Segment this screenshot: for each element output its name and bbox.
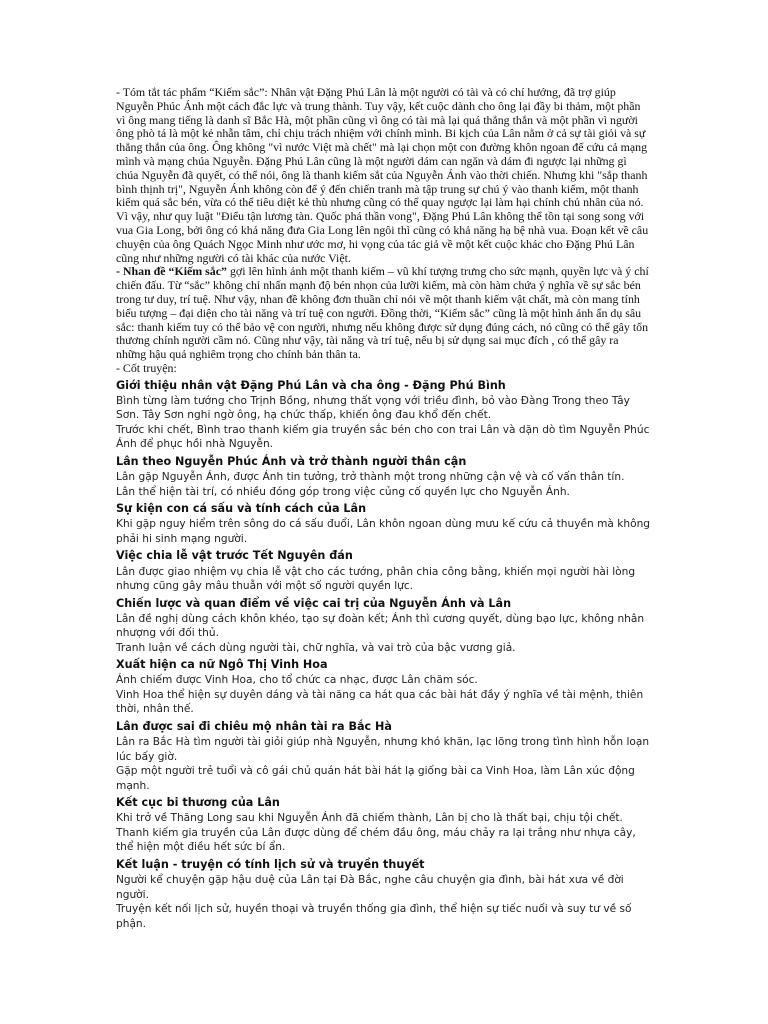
section-heading: Chiến lược và quan điểm về việc cai trị của Nguyễn Ánh và Lân bbox=[116, 596, 512, 610]
title-meaning-label: - Nhan đề “Kiếm sắc” bbox=[116, 264, 227, 279]
section bbox=[116, 858, 651, 931]
section bbox=[116, 455, 651, 499]
section-paragraph: Lân đề nghị dùng cách khôn khéo, tạo sự đoàn kết; Ánh thì cương quyết, dùng bạo lực, không nhân nhượng với đối thủ. bbox=[116, 612, 645, 640]
section-heading: Giới thiệu nhân vật Đặng Phú Lân và cha ông - Đặng Phú Bình bbox=[116, 378, 506, 392]
section-paragraph: Khi gặp nguy hiểm trên sông do cá sấu đuổi, Lân khôn ngoan dùng mưu kế cứu cả thuyền mà không phải hi sinh mạng người. bbox=[116, 518, 651, 545]
section-paragraph: Tranh luận về cách dùng người tài, chữ nghĩa, và vai trò của bậc vương giả. bbox=[116, 641, 516, 654]
plot-label: - Cốt truyện: bbox=[116, 360, 177, 375]
section-paragraph: Gặp một người trẻ tuổi và cô gái chủ quán hát bài hát lạ giống bài ca Vinh Hoa, làm Lân xúc động mạnh. bbox=[116, 765, 635, 792]
section-heading: Xuất hiện ca nữ Ngô Thị Vinh Hoa bbox=[116, 658, 328, 672]
section-paragraph: Trước khi chết, Bình trao thanh kiếm gia truyền sắc bén cho con trai Lân và dặn dò tìm Nguyễn Phúc Ánh để phục hồi nhà Nguyễn. bbox=[116, 423, 650, 451]
section-paragraph: Ánh chiếm được Vinh Hoa, cho tổ chức ca nhạc, được Lân chăm sóc. bbox=[116, 674, 478, 687]
section bbox=[116, 379, 651, 452]
title-meaning-text: gợi lên hình ảnh một thanh kiếm – vũ khí tượng trưng cho sức mạnh, quyền lực và ý chí chiến đấu. Từ “sắc” không chỉ nhấn mạnh độ bén nhọn của lưỡi kiếm, mà còn hàm chứa ý nghĩa về sự sắc bén trong tư duy, trí tuệ. Như vậy, nhan đề không đơn thuần chỉ nói về một thanh kiếm vật chất, mà còn mang tính biểu tượng – đại diện cho tài năng và trí tuệ con người. Đồng thời, “Kiếm sắc” cũng là một hình ảnh ẩn dụ sâu sắc: thanh kiếm tuy có thể bảo vệ con người, nhưng nếu không được sử dụng đúng cách, nó cũng có thể gây tổn thương chính người cầm nó. Cũng như vậy, tài năng và trí tuệ, nếu bị sử dụng sai mục đích , có thể gây ra những hậu quả nghiêm trọng cho chính bản thân ta. bbox=[116, 264, 649, 362]
section-heading: Lân được sai đi chiêu mộ nhân tài ra Bắc Hà bbox=[116, 719, 392, 733]
section-paragraph: Lân được giao nhiệm vụ chia lễ vật cho các tướng, phân chia công bằng, khiến mọi người hài lòng nhưng cũng gây mâu thuẫn với một số người quyền lực. bbox=[116, 565, 636, 593]
section-paragraph: Thanh kiếm gia truyền của Lân được dùng để chém đầu ông, máu chảy ra lại trắng như nhựa cây, thể hiện một điều hết sức bí ẩn. bbox=[116, 826, 636, 854]
section-paragraph: Truyện kết nối lịch sử, huyền thoại và truyền thống gia đình, thể hiện sự tiếc nuối và suy tư về số phận. bbox=[116, 903, 632, 930]
title-meaning-paragraph bbox=[116, 265, 651, 362]
section-paragraph: Lân ra Bắc Hà tìm người tài giỏi giúp nhà Nguyễn, nhưng khó khăn, lạc lõng trong tình hình hỗn loạn lúc bấy giờ. bbox=[116, 736, 650, 763]
summary-paragraph: - Tóm tắt tác phẩm “Kiếm sắc”: Nhân vật Đặng Phú Lân là một người có tài và có chí hướng, đã trợ giúp Nguyễn Phúc Ánh một cách đắc lực và trung thành. Tuy vậy, kết cuộc dành cho ông lại đầy bi thảm, một phần vì ông mang tiếng là danh sĩ Bắc Hà, một phần cũng vì ông có tài mà lại quá thẳng thắn và một phần vì người ông phò tá là một kẻ nhẫn tâm, chỉ chịu trách nhiệm với chính mình. Bi kịch của Lân nằm ở cả sự tài giỏi và sự thẳng thắn của ông. Ông không "vì nước Việt mà chết" mà lại chọn một con đường khôn ngoan để cứu cả mạng mình và mạng chúa Nguyễn. Đặng Phú Lân cũng là một người dám can ngăn và dám đi ngược lại những gì chúa Nguyễn đã quyết, có thể nói, ông là thanh kiếm sắt của Nguyễn Ánh vào thời chiến. Nhưng khi "sắp thanh bình thịnh trị", Nguyễn Ánh không còn để ý đến chiến tranh mà tập trung sự chú ý vào thanh kiếm, một thanh kiếm quá sắc bén, vừa có thể tiêu diệt kẻ thù nhưng cũng có thể quay ngược lại làm hại chính chủ nhân của nó. Vì vậy, như quy luật "Điểu tận lương tàn. Quốc phá thần vong", Đặng Phú Lân không thể tồn tại song song với vua Gia Long, bởi ông có khả năng đưa Gia Long lên ngôi thì cũng có khả năng hạ bệ nhà vua. Đoạn kết về câu chuyện của ông Quách Ngọc Minh như ước mơ, hi vọng của tác giả về một kết cuộc khác cho Đặng Phú Lân cũng như những người có tài khác của nước Việt. bbox=[116, 85, 649, 265]
section-heading: Kết luận - truyện có tính lịch sử và truyền thuyết bbox=[116, 857, 425, 871]
section bbox=[116, 720, 651, 793]
section-heading: Việc chia lễ vật trước Tết Nguyên đán bbox=[116, 549, 353, 563]
section-paragraph: Lân gặp Nguyễn Ánh, được Ánh tin tưởng, trở thành một trong những cận vệ và cố vấn thân tín. bbox=[116, 471, 625, 484]
section-paragraph: Khi trở về Thăng Long sau khi Nguyễn Ánh đã chiếm thành, Lân bị cho là thất bại, chịu tội chết. bbox=[116, 812, 623, 825]
section bbox=[116, 796, 651, 855]
section bbox=[116, 502, 651, 546]
section-paragraph: Lân thể hiện tài trí, có nhiều đóng góp trong việc củng cố quyền lực cho Nguyễn Ánh. bbox=[116, 485, 570, 498]
section bbox=[116, 549, 651, 593]
section-heading: Sự kiện con cá sấu và tính cách của Lân bbox=[116, 502, 367, 516]
section bbox=[116, 658, 651, 717]
section-paragraph: Bình từng làm tướng cho Trịnh Bồng, nhưng thất vọng với triều đình, bỏ vào Đàng Trong theo Tây Sơn. Tây Sơn nghi ngờ ông, hạ chức thấp, khiến ông đau khổ đến chết. bbox=[116, 394, 630, 422]
section bbox=[116, 597, 651, 656]
section-paragraph: Vinh Hoa thể hiện sự duyên dáng và tài năng ca hát qua các bài hát đầy ý nghĩa về tài mệnh, thiên thời, nhân thế. bbox=[116, 688, 644, 716]
document-body bbox=[116, 86, 651, 931]
section-heading: Kết cục bi thương của Lân bbox=[116, 796, 280, 810]
section-heading: Lân theo Nguyễn Phúc Ánh và trở thành người thân cận bbox=[116, 454, 467, 468]
section-paragraph: Người kể chuyện gặp hậu duệ của Lân tại Đà Bắc, nghe câu chuyện gia đình, bài hát xưa về đời người. bbox=[116, 874, 624, 901]
